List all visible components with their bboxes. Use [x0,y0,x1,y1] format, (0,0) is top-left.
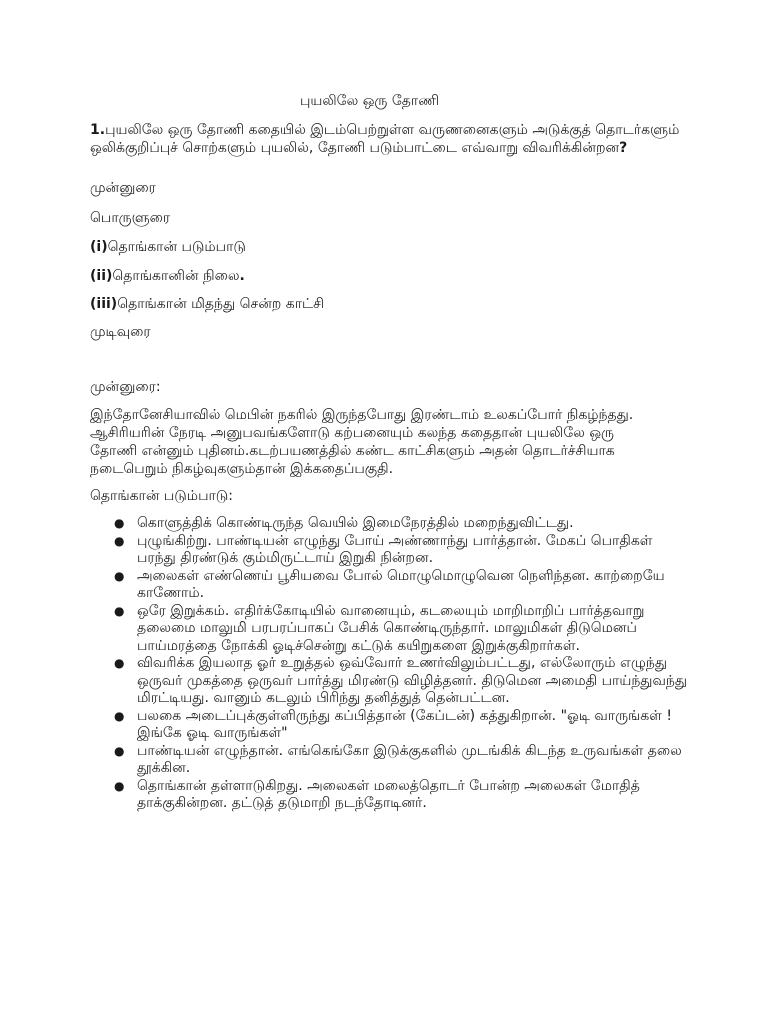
outline-body: பொருளுரை [90,210,171,226]
list-item [90,515,690,533]
bullet-icon: ● [114,743,125,758]
outline-point [90,239,246,257]
list-item [90,743,690,778]
section-heading: தொங்கான் படும்பாடு: [90,488,234,504]
bullet-icon: ● [114,516,125,530]
question-text: புயலிலே ஒரு தோணி கதையில் இடம்பெற்றுள்ள வருணனைகளும் அடுக்குத் தொடர்களும் ஒலிக்குறிப்புச் சொற்களும் புயலில், தோணி படும்பாட்டை எவ்வாறு விவரிக்கின்றன [90,122,680,156]
list-item [90,603,690,656]
outline-point-text: தொங்கானின் நிலை [112,268,240,284]
list-item [90,655,690,708]
question-number: 1. [90,122,106,138]
outline-point-end: . [239,268,245,284]
outline-point [90,268,245,286]
bullet-list [90,515,690,813]
intro-paragraph: இந்தோனேசியாவில் மெபின் நகரில் இருந்தபோது இரண்டாம் உலகப்போர் நிகழ்ந்தது. ஆசிரியரின் நேரடி அனுபவங்களோடு கற்பனையும் கலந்த கதைதான் புயலிலே ஒரு தோணி என்னும் புதினம்.கடற்பயணத்தில் கண்ட காட்சிகளும் அதன் தொடர்ச்சியாக நடைபெறும் நிகழ்வுகளும்தான் இக்கதைப்பகுதி. [90,407,634,477]
document-title: புயலிலே ஒரு தோணி [300,93,440,109]
list-item-text: பலகை அடைப்புக்குள்ளிருந்து கப்பித்தான் (கேப்டன்) கத்துகிறான். "ஓடி வாருங்கள் ! இங்கே ஓடி வாருங்கள்" [137,707,672,741]
list-item-text: அலைகள் எண்ணெய் பூசியவை போல் மொழுமொழுவென நெளிந்தன. காற்றையே காணோம். [137,567,665,601]
outline-point-text: தொங்கான் மிதந்து சென்ற காட்சி [117,296,325,312]
list-item [90,533,690,568]
intro-heading: முன்னுரை: [90,379,161,395]
outline-point-roman: (iii) [90,296,118,312]
list-item-text: விவரிக்க இயலாத ஓர் உறுத்தல் ஒவ்வோர் உணர்விலும்பட்டது, எல்லோரும் எழுந்து ஒருவர் முகத்தை ஒருவர் பார்த்து மிரண்டு விழித்தனர். திடுமென அமைதி பாய்ந்துவந்து மிரட்டியது. வானும் கடலும் பிரிந்து தனித்துத் தென்பட்டன. [137,655,687,706]
outline-point-text: தொங்கான் படும்பாடு [107,239,246,255]
outline-conclusion: முடிவுரை [90,324,151,340]
bullet-icon: ● [114,778,125,793]
outline-point-roman: (i) [90,239,108,255]
bullet-icon: ● [114,603,125,618]
question [90,121,680,157]
list-item [90,568,690,603]
question-mark: ? [619,140,628,156]
bullet-icon: ● [114,533,125,548]
list-item-text: கொளுத்திக் கொண்டிருந்த வெயில் இமைநேரத்தில் மறைந்துவிட்டது. [137,515,574,531]
outline-point [90,296,324,314]
list-item-text: தொங்கான் தள்ளாடுகிறது. அலைகள் மலைத்தொடர் போன்ற அலைகள் மோதித் தாக்குகின்றன. தட்டுத் தடுமாறி நடந்தோடினர். [137,777,640,811]
bullet-icon: ● [114,656,125,670]
outline-point-roman: (ii) [90,268,113,284]
list-item [90,708,690,743]
bullet-icon: ● [114,568,125,583]
list-item-text: புழுங்கிற்று. பாண்டியன் எழுந்து போய் அண்ணாந்து பார்த்தான். மேகப் பொதிகள் பரந்து திரண்டுக் கும்மிருட்டாய் இறுகி நின்றன. [137,532,653,566]
outline-intro: முன்னுரை [90,180,156,196]
list-item-text: ஒரே இறுக்கம். எதிர்க்கோடியில் வானையும், கடலையும் மாறிமாறிப் பார்த்தவாறு தலைமை மாலுமி பரபரப்பாகப் பேசிக் கொண்டிருந்தார். மாலுமிகள் திடுமெனப் பாய்மரத்தை நோக்கி ஓடிச்சென்று கட்டுக் கயிறுகளை இறுக்குகிறார்கள். [137,602,645,654]
list-item [90,778,690,813]
bullet-icon: ● [114,708,125,723]
list-item-text: பாண்டியன் எழுந்தான். எங்கெங்கோ இடுக்குகளில் முடங்கிக் கிடந்த உருவங்கள் தலை தூக்கின. [137,742,682,776]
